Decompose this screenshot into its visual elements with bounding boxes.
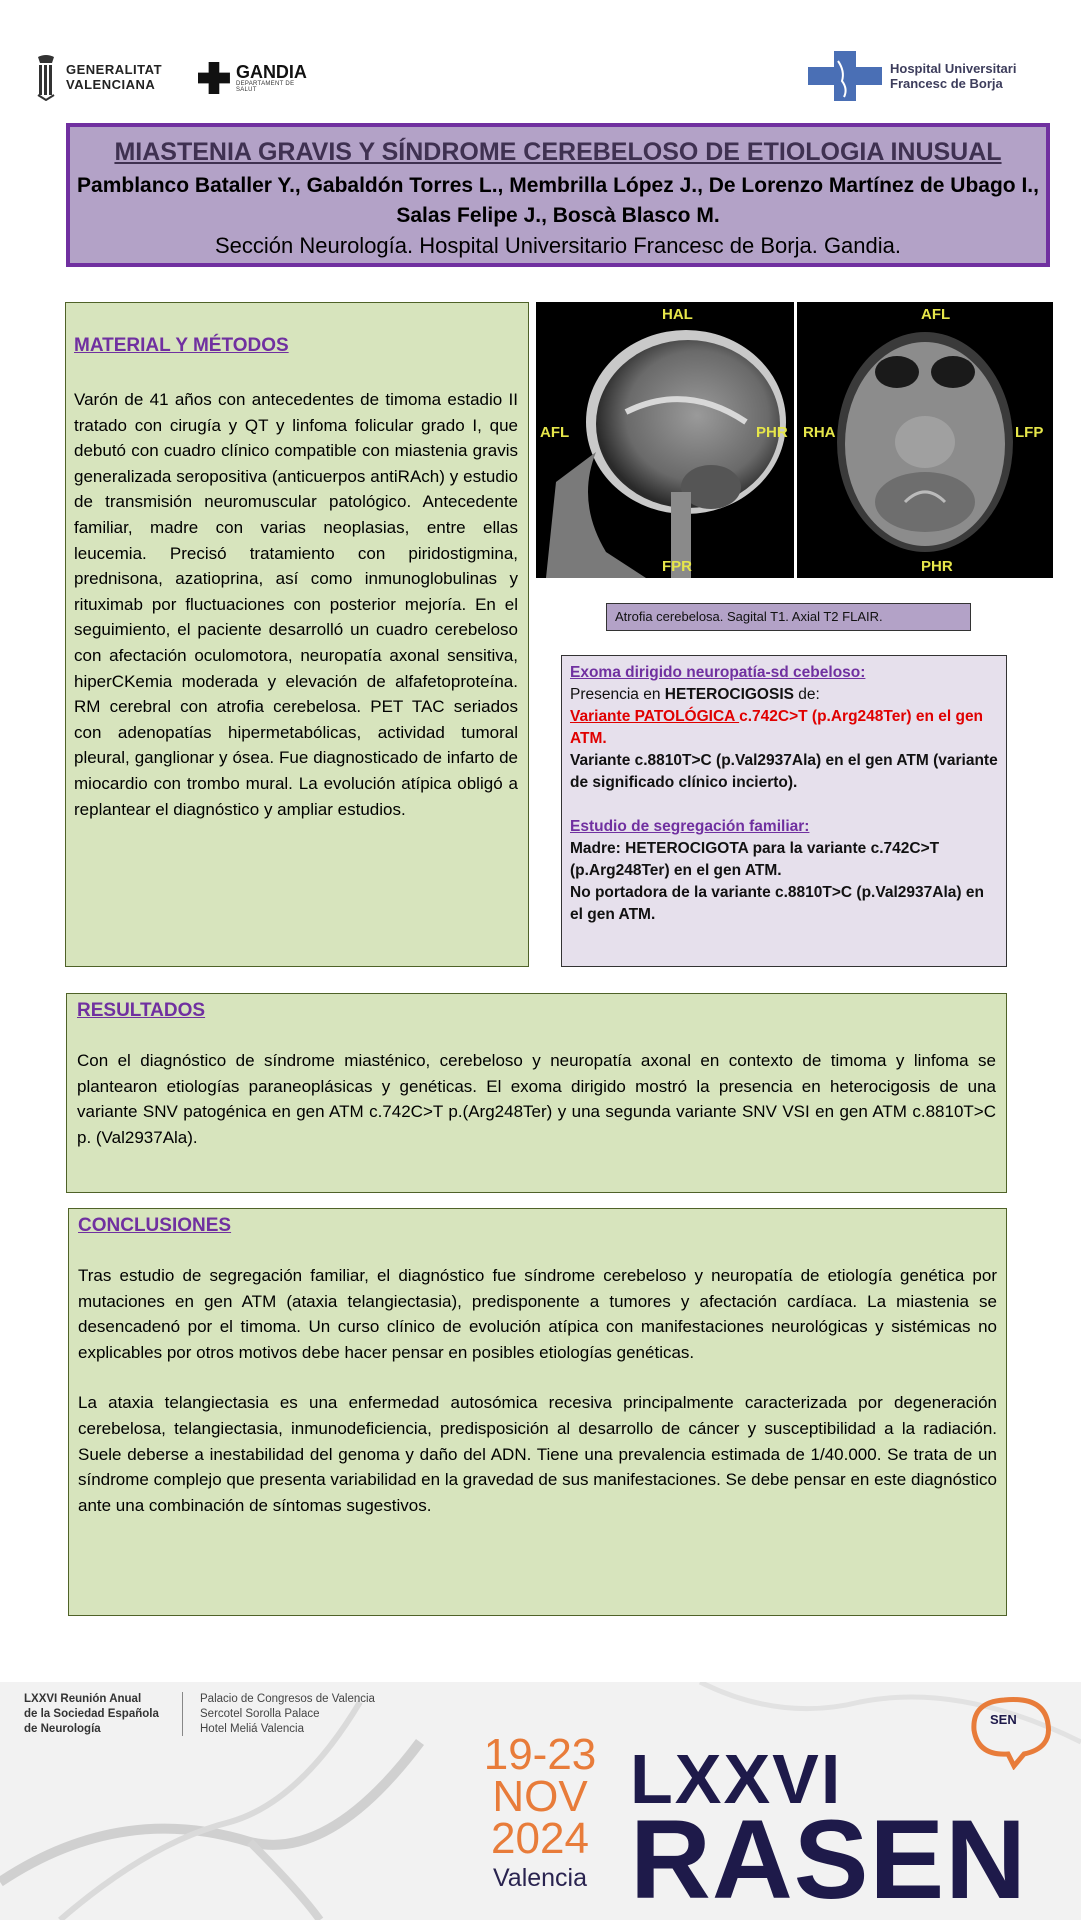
date-year: 2024 [491, 1814, 589, 1863]
mother-line: Madre: HETEROCIGOTA para la variante c.742C>T (p.Arg248Ter) en el gen ATM. [570, 840, 940, 879]
axial-label-top: AFL [921, 306, 951, 323]
sagittal-label-right: PHR [756, 424, 788, 441]
gandia-name: GANDIA [235, 62, 307, 82]
footer-event: RASEN [630, 1797, 1028, 1920]
variant1-rest: c.742C>T (p.Arg248Ter) en el gen ATM. [570, 708, 984, 747]
conclusions-heading: CONCLUSIONES [78, 1215, 232, 1236]
results-heading: RESULTADOS [77, 1000, 206, 1021]
org-line2: de la Sociedad Española [24, 1708, 159, 1720]
footer-divider [182, 1692, 183, 1736]
gandia-sub: DEPARTAMENT DE SALUT [235, 81, 295, 93]
presence-prefix: Presencia en [570, 686, 665, 703]
footer-banner [0, 1682, 1081, 1920]
gv-line2: VALENCIANA [66, 77, 156, 92]
sagittal-label-top: HAL [662, 306, 693, 323]
gv-emblem-icon [34, 53, 58, 101]
mri-axial-image [797, 302, 1053, 578]
conclusions-paragraph2: La ataxia telangiectasia es una enfermedad autosómica recesiva principalmente caracterizada por degeneración cerebelosa, telangiectasia, inmunodeficiencia, predisposición al desarrollo de cáncer y susceptibilidad a la radiación. Suele deberse a inestabilidad del genoma y daño del ADN. Tiene una prevalencia estimada de 1/40.000. Se trata de un síndrome complejo que presenta variabilidad en la gravedad de sus manifestaciones. Se debe pensar en este diagnóstico ante una combinación de síntomas sugestivos. [78, 1393, 997, 1515]
methods-heading: MATERIAL Y MÉTODOS [74, 335, 289, 356]
footer-venues [200, 1692, 375, 1737]
conclusions-section [68, 1208, 1007, 1616]
variant1 [570, 706, 998, 750]
mother-line2: No portadora de la variante c.8810T>C (p.Val2937Ala) en el gen ATM. [570, 884, 984, 923]
generalitat-valenciana-logo [34, 52, 184, 102]
venue3: Hotel Meliá Valencia [200, 1723, 304, 1735]
venue1: Palacio de Congresos de Valencia [200, 1693, 375, 1705]
org-line3: de Neurología [24, 1723, 101, 1735]
date-month: NOV [492, 1772, 588, 1821]
axial-label-right: LFP [1015, 424, 1044, 441]
org-line1: LXXVI Reunión Anual [24, 1693, 142, 1705]
exoma-heading: Exoma dirigido neuropatía-sd cebeloso: [570, 664, 866, 681]
results-section [66, 993, 1007, 1193]
title-box [66, 123, 1050, 267]
sagittal-label-left: AFL [540, 424, 570, 441]
hospital-logo [808, 50, 1058, 102]
authors: Pamblanco Bataller Y., Gabaldón Torres L., Membrilla López J., De Lorenzo Martínez de Ubago I., Salas Felipe J., Boscà Blasco M. [77, 174, 1039, 227]
sen-logo-text: SEN [990, 1712, 1017, 1727]
axial-label-bottom: PHR [921, 558, 953, 575]
variant1-underlined: Variante PATOLÓGICA [570, 708, 740, 725]
mri-sagittal-image [536, 302, 794, 578]
presence-suffix: de: [793, 686, 820, 703]
poster-title: MIASTENIA GRAVIS Y SÍNDROME CEREBELOSO DE ETIOLOGIA INUSUAL [114, 138, 1002, 166]
presence-bold: HETEROCIGOSIS [664, 686, 794, 703]
segregation-heading: Estudio de segregación familiar: [570, 818, 810, 835]
exoma-section [561, 655, 1007, 967]
results-text: Con el diagnóstico de síndrome miasténico, cerebeloso y neuropatía axonal en contexto de timoma y linfoma se plantearon etiologías paraneoplásicas y genéticas. El exoma dirigido mostró la presencia en heterocigosis de una variante SNV patogénica en gen ATM c.742C>T p.(Arg248Ter) y una segunda variante SNV VSI en gen ATM c.8810T>C p. (Val2937Ala). [77, 1051, 996, 1147]
hospital-line2: Francesc de Borja [890, 76, 1003, 91]
hospital-line1: Hospital Universitari [890, 61, 1017, 76]
date-days: 19-23 [483, 1730, 597, 1779]
sen-brain-icon [964, 1690, 1056, 1770]
presence-line [570, 684, 998, 706]
footer-organizer [24, 1692, 159, 1737]
conclusions-paragraph1: Tras estudio de segregación familiar, el diagnóstico fue síndrome cerebeloso y neuropatía de etiología genética por mutaciones en gen ATM (ataxia telangiectasia), predisponente a tumores y afectación cardíaca. La miastenia se desencadenó por el timoma. Un curso clínico de evolución atípica con manifestaciones neurológicas y sistémicas no explicables por otros motivos debe hacer pensar en posibles etiologías genéticas. [78, 1266, 997, 1362]
variant2: Variante c.8810T>C (p.Val2937Ala) en el gen ATM (variante de significado clínico incierto). [570, 752, 998, 791]
footer-city: Valencia [492, 1864, 588, 1892]
methods-section [65, 302, 529, 967]
gandia-logo [198, 58, 308, 98]
venue2: Sercotel Sorolla Palace [200, 1708, 320, 1720]
sagittal-label-bottom: FPR [662, 558, 692, 575]
image-caption: Atrofia cerebelosa. Sagital T1. Axial T2 FLAIR. [606, 603, 971, 631]
footer-date [480, 1730, 600, 1863]
hospital-cross-icon [808, 51, 882, 101]
axial-label-left: RHA [803, 424, 836, 441]
gv-line1: GENERALITAT [66, 62, 163, 77]
affiliation: Sección Neurología. Hospital Universitario Francesc de Borja. Gandia. [215, 233, 901, 258]
footer-edition: LXXVI [630, 1740, 843, 1818]
cross-icon [198, 60, 230, 96]
methods-text: Varón de 41 años con antecedentes de timoma estadio II tratado con cirugía y QT y linfoma folicular grado I, que debutó con cuadro clínico compatible con miastenia gravis generalizada seropositiva (anticuerpos antiRAch) y estudio de transmisión neuromuscular patológico. Antecedente familiar, madre con varias neoplasias, entre ellas leucemia. Precisó tratamiento con piridostigmina, prednisona, azatioprina, así como inmunoglobulinas y rituximab por fluctuaciones con posterior mejoría. En el seguimiento, el paciente desarrolló un cuadro cerebeloso con afectación oculomotora, neuropatía axonal sensitiva, hiperCKemia moderada y elevación de alfafetoproteína. RM cerebral con atrofia cerebelosa. PET TAC seriados con adenopatías hipermetabólicas, actividad tumoral pleural, ganglionar y ósea. Fue diagnosticado de infarto de miocardio con trombo mural. La evolución atípica obligó a replantear el diagnóstico y ampliar estudios. [74, 390, 518, 819]
